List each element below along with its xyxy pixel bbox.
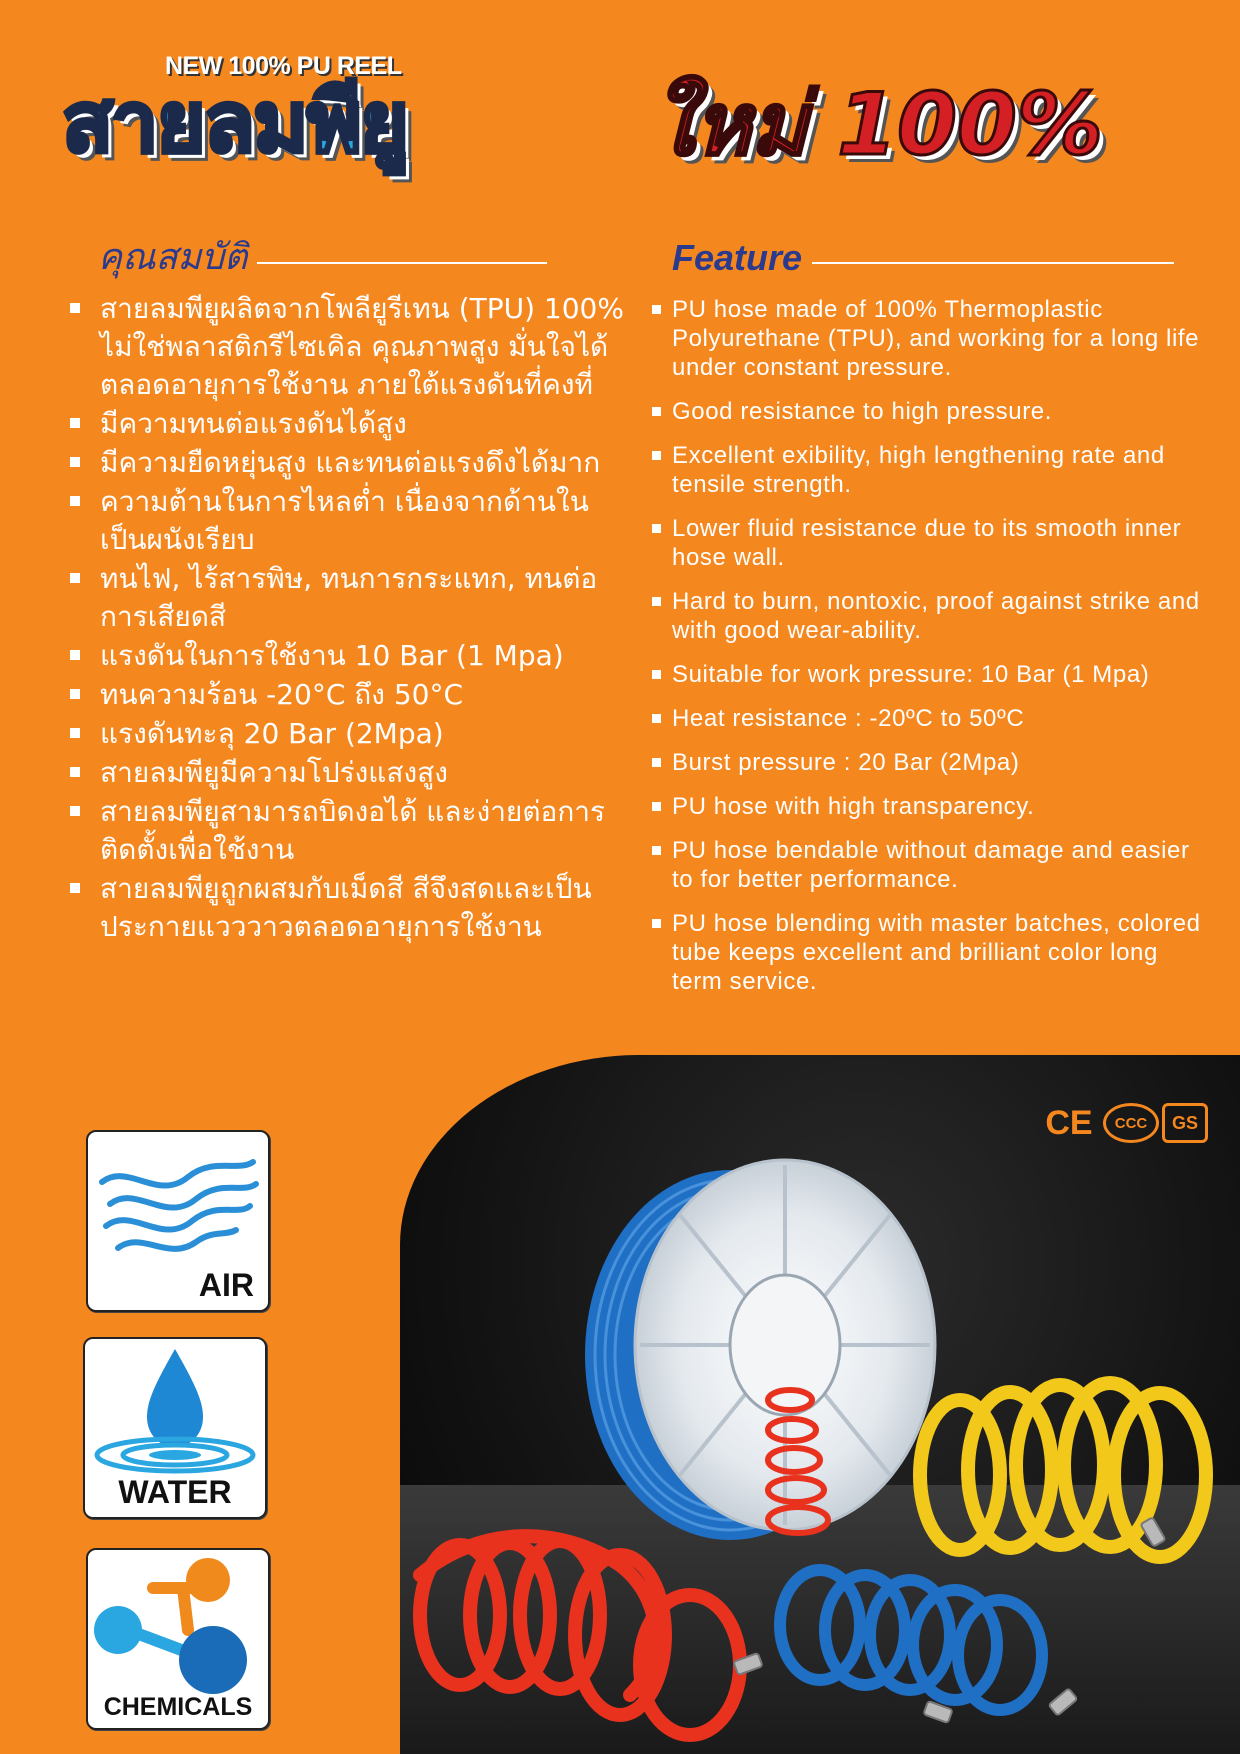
list-item	[62, 637, 632, 675]
list-item	[648, 587, 1208, 645]
bullet-icon	[70, 883, 80, 893]
header-title-new: ใหม่ 100%	[652, 75, 1103, 175]
air-label: AIR	[198, 1267, 254, 1303]
list-item	[648, 295, 1208, 382]
bullet-icon	[70, 303, 80, 313]
features-thai-list	[62, 290, 632, 947]
feature-text: มีความทนต่อแรงดันได้สูง	[100, 407, 407, 440]
list-item	[648, 748, 1208, 777]
feature-text: Hard to burn, nontoxic, proof against strike and with good wear-ability.	[672, 588, 1200, 644]
hose-reel-illustration	[400, 1055, 1240, 1754]
bullet-icon	[70, 573, 80, 583]
feature-text: Burst pressure : 20 Bar (2Mpa)	[672, 749, 1020, 776]
bullet-icon	[652, 524, 661, 533]
bullet-icon	[652, 846, 661, 855]
list-item	[648, 909, 1208, 996]
feature-text: PU hose blending with master batches, colored tube keeps excellent and brilliant color long term service.	[672, 910, 1201, 995]
list-item	[648, 660, 1208, 689]
list-item	[648, 704, 1208, 733]
feature-text: Lower fluid resistance due to its smooth inner hose wall.	[672, 515, 1182, 571]
bullet-icon	[70, 496, 80, 506]
feature-text: สายลมพียูสามารถบิดงอได้ และง่ายต่อการติดตั้งเพื่อใช้งาน	[100, 795, 606, 866]
heading-english	[672, 236, 1192, 280]
feature-text: แรงดันในการใช้งาน 10 Bar (1 Mpa)	[100, 639, 564, 672]
bullet-icon	[652, 714, 661, 723]
heading-english-text: Feature	[672, 237, 803, 278]
water-label: WATER	[118, 1474, 232, 1510]
feature-text: PU hose made of 100% Thermoplastic Polyurethane (TPU), and working for a long life under constant pressure.	[672, 296, 1200, 381]
header-subtitle: NEW 100% PU REEL	[165, 52, 402, 80]
air-application-badge	[86, 1130, 270, 1312]
ccc-mark-icon: CCC	[1103, 1103, 1159, 1143]
bullet-icon	[70, 457, 80, 467]
feature-text: Excellent exibility, high lengthening rate and tensile strength.	[672, 442, 1165, 498]
feature-text: Heat resistance : -20ºC to 50ºC	[672, 705, 1025, 732]
list-item	[62, 715, 632, 753]
header-title-thai: สายลมพียู	[62, 73, 408, 171]
feature-text: ทนความร้อน -20°C ถึง 50°C	[100, 678, 464, 711]
bullet-icon	[70, 728, 80, 738]
bullet-icon	[70, 650, 80, 660]
list-item	[62, 676, 632, 714]
feature-text: สายลมพียูถูกผสมกับเม็ดสี สีจึงสดและเป็นประกายแวววาวตลอดอายุการใช้งาน	[100, 872, 592, 943]
list-item	[648, 792, 1208, 821]
reel-hub	[730, 1275, 840, 1415]
feature-text: แรงดันทะลุ 20 Bar (2Mpa)	[100, 717, 444, 750]
list-item	[62, 870, 632, 946]
list-item	[62, 444, 632, 482]
list-item	[62, 290, 632, 404]
list-item	[648, 836, 1208, 894]
heading-thai-text: คุณสมบัติ	[98, 237, 248, 278]
feature-text: ทนไฟ, ไร้สารพิษ, ทนการกระแทก, ทนต่อการเสียดสี	[100, 562, 598, 633]
heading-thai-rule	[257, 262, 547, 264]
water-application-badge	[83, 1337, 267, 1519]
feature-text: ความต้านในการไหลต่ำ เนื่องจากด้านในเป็นผนังเรียบ	[100, 485, 589, 556]
bullet-icon	[70, 767, 80, 777]
heading-english-rule	[812, 262, 1174, 264]
feature-text: Suitable for work pressure: 10 Bar (1 Mpa)	[672, 661, 1150, 688]
feature-text: สายลมพียูมีความโปร่งแสงสูง	[100, 756, 448, 789]
chemicals-application-badge	[86, 1548, 270, 1730]
list-item	[648, 441, 1208, 499]
bullet-icon	[652, 597, 661, 606]
bullet-icon	[70, 418, 80, 428]
list-item	[648, 397, 1208, 426]
bullet-icon	[652, 670, 661, 679]
list-item	[62, 754, 632, 792]
bullet-icon	[70, 689, 80, 699]
feature-text: Good resistance to high pressure.	[672, 398, 1052, 425]
bullet-icon	[652, 802, 661, 811]
ce-mark-icon: CE	[1045, 1103, 1093, 1142]
list-item	[62, 483, 632, 559]
heading-thai	[98, 236, 618, 280]
chemicals-label: CHEMICALS	[103, 1693, 253, 1721]
list-item	[62, 405, 632, 443]
features-english-list	[648, 295, 1208, 1011]
list-item	[62, 793, 632, 869]
bullet-icon	[652, 758, 661, 767]
bullet-icon	[70, 806, 80, 816]
feature-text: มีความยืดหยุ่นสูง และทนต่อแรงดึงได้มาก	[100, 446, 601, 479]
bullet-icon	[652, 919, 661, 928]
bullet-icon	[652, 305, 661, 314]
feature-text: สายลมพียูผลิตจากโพลียูรีเทน (TPU) 100% ไม่ใช่พลาสติกรีไซเคิล คุณภาพสูง มั่นใจได้ตลอดอายุการใช้งาน ภายใต้แรงดันที่คงที่	[100, 292, 624, 401]
gs-mark-icon: GS	[1162, 1103, 1208, 1143]
bullet-icon	[652, 451, 661, 460]
list-item	[648, 514, 1208, 572]
product-photo	[400, 1055, 1240, 1754]
feature-text: PU hose bendable without damage and easier to for better performance.	[672, 837, 1190, 893]
list-item	[62, 560, 632, 636]
bullet-icon	[652, 407, 661, 416]
feature-text: PU hose with high transparency.	[672, 793, 1035, 820]
